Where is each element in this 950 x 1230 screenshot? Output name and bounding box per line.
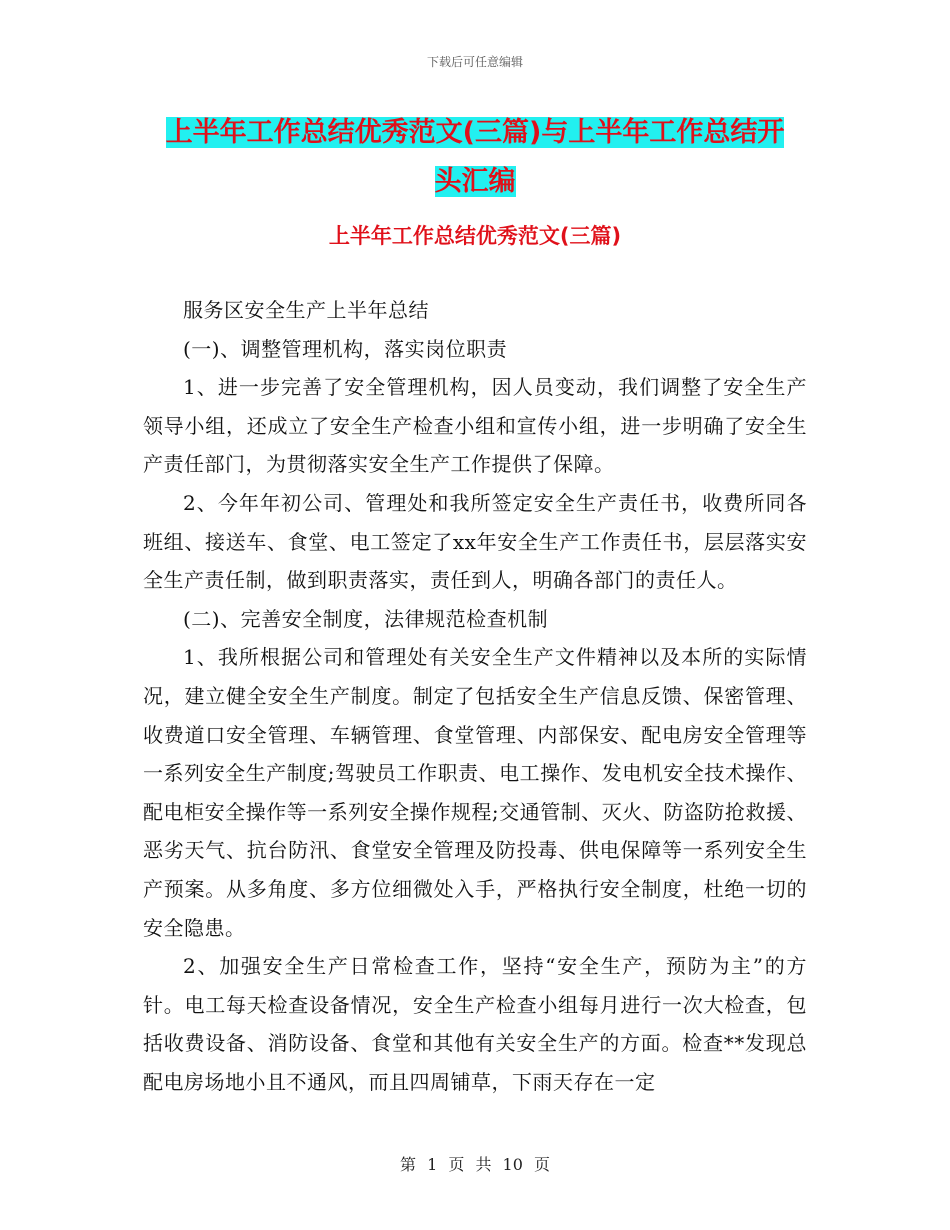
header-note: 下载后可任意编辑 [426, 55, 523, 69]
paragraph-section-1: (一)、调整管理机构，落实岗位职责 [183, 336, 508, 361]
page-footer: 第 1 页 共 10 页 [400, 1155, 550, 1174]
paragraph: 1、我所根据公司和管理处有关安全生产文件精神以及本所的实际情 况，建立健全安全生产制度。制定了包括安全生产信息反馈、保密管理、收费道口安全管理、车辆管理、食堂管理、内部保安、配电房安全管理等一系列安全生产制度;驾驶员工作职责、电工操作、发电机安全技术操作、配电柜安全操作等一系列安全操作规程;交通管制、灭火、防盗防抢救援、恶劣天气、抗台防汛、食堂安全管理及防投毒、供电保障等一系列安全生产预案。从多角度、多方位细微处入手，严格执行安全制度，杜绝一切的安全隐患。 [143, 645, 807, 940]
document-title-line-2: 头汇编 [434, 166, 516, 197]
paragraph-section-2: (二)、完善安全制度，法律规范检查机制 [183, 606, 549, 631]
document-title [143, 108, 807, 206]
section-subtitle: 上半年工作总结优秀范文(三篇) [328, 224, 622, 248]
paragraph: 1、进一步完善了安全管理机构，因人员变动，我们调整了安全生产领导小组，还成立了安全生产检查小组和宣传小组，进一步明确了安全生产责任部门，为贯彻落实安全生产工作提供了保障。 [143, 375, 807, 477]
paragraph: 2、今年年初公司、管理处和我所签定安全生产责任书，收费所同各班组、接送车、食堂、电工签定了xx年安全生产工作责任书，层层落实安全生产责任制，做到职责落实，责任到人，明确各部门的责任人。 [143, 490, 807, 593]
paragraph-heading: 服务区安全生产上半年总结 [183, 298, 429, 322]
document-title-line-1: 上半年工作总结优秀范文(三篇)与上半年工作总结开 [165, 117, 785, 148]
paragraph: 2、加强安全生产日常检查工作，坚持“安全生产，预防为主”的方针。电工每天检查设备情况，安全生产检查小组每月进行一次大检查，包括收费设备、消防设备、食堂和其他有关安全生产的方面。检查**发现总配电房场地小且不通风，而且四周铺草，下雨天存在一定 [143, 954, 807, 1094]
document-body [143, 291, 807, 1101]
